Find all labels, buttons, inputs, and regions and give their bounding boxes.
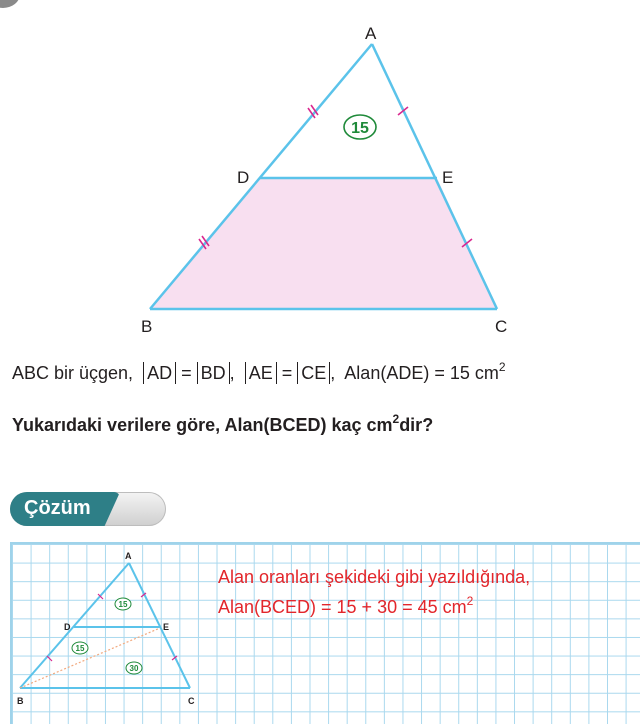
solution-area-exponent: 2 (466, 594, 474, 608)
mini-vertex-a-label: A (125, 551, 132, 561)
question-suffix: dir? (399, 415, 434, 435)
question-exponent: 2 (392, 412, 400, 426)
solution-line-2 (218, 594, 474, 618)
length-ce: CE (297, 362, 330, 384)
mini-badge-ade-text: 15 (118, 600, 128, 609)
area-ade-expression: Alan(ADE) = 15 cm (344, 363, 499, 383)
mini-tick-bd (47, 656, 52, 661)
comma-2: , (330, 363, 336, 383)
mini-vertex-c-label: C (188, 696, 195, 706)
length-ad: AD (143, 362, 176, 384)
area-ade-exponent: 2 (498, 360, 506, 374)
mini-badge-dbe-text: 15 (75, 644, 85, 653)
vertex-d-label: D (237, 168, 250, 187)
mini-triangle-figure (10, 542, 210, 722)
question-text: Yukarıdaki verilere göre, Alan(BCED) kaç cm (12, 415, 393, 435)
length-ae: AE (245, 362, 277, 384)
problem-question (12, 412, 434, 436)
mini-vertex-d-label: D (64, 622, 71, 632)
mini-vertex-b-label: B (17, 696, 24, 706)
vertex-b-label: B (141, 317, 153, 336)
equals-sign-1: = (181, 363, 192, 383)
mini-edge-ab (20, 563, 129, 688)
vertex-c-label: C (495, 317, 508, 336)
comma-1: , (229, 363, 235, 383)
area-badge-ade-text: 15 (351, 120, 369, 137)
length-bd: BD (197, 362, 230, 384)
solution-line-1: Alan oranları şekideki gibi yazıldığında, (218, 567, 531, 587)
solution-area-expression: Alan(BCED) = 15 + 30 = 45 cm (218, 597, 467, 617)
mini-diagonal-be (20, 628, 160, 688)
problem-statement (12, 362, 637, 384)
mini-vertex-e-label: E (163, 622, 170, 632)
statement-intro: ABC bir üçgen, (12, 363, 134, 383)
solution-label: Çözüm (24, 497, 91, 519)
vertex-a-label: A (365, 24, 377, 43)
mini-badge-bce-text: 30 (129, 664, 139, 673)
solution-badge (10, 492, 166, 526)
equals-sign-2: = (281, 363, 293, 383)
triangle-figure (0, 0, 640, 345)
vertex-e-label: E (442, 168, 454, 187)
